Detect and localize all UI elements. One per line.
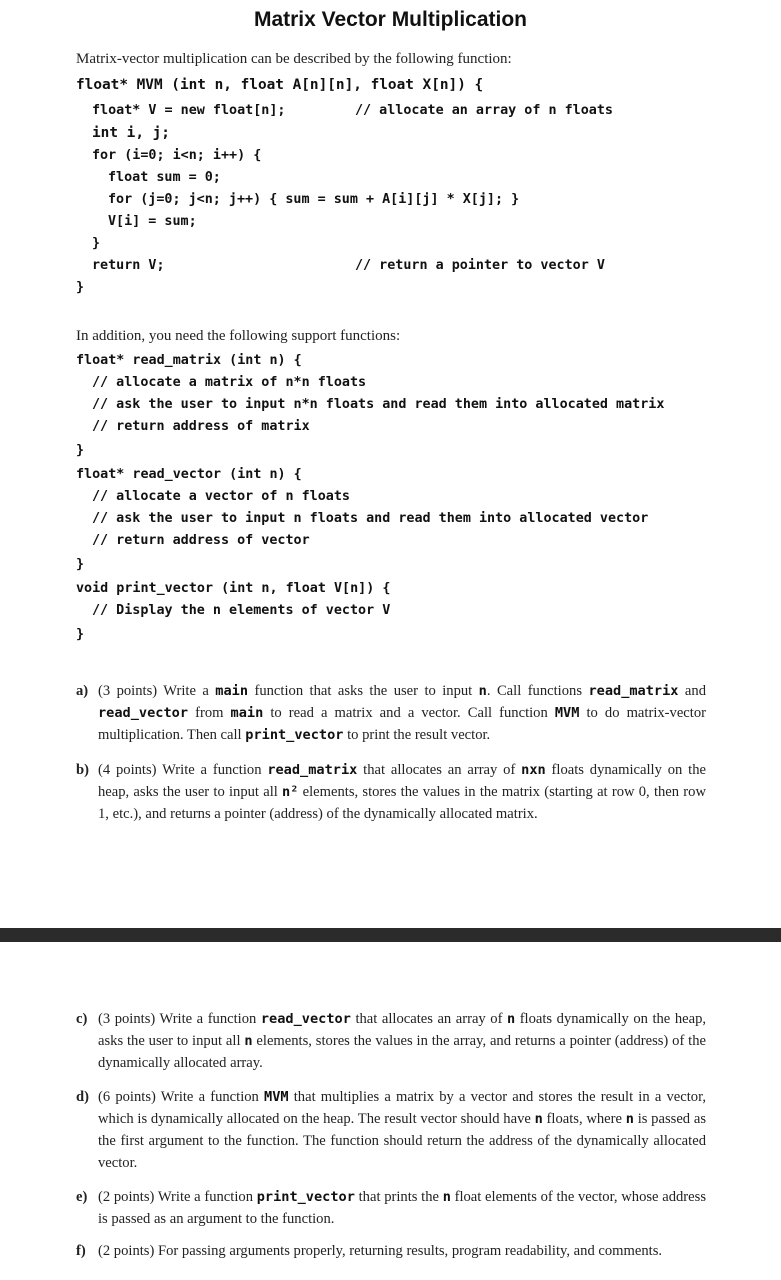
mvm-line-6: V[i] = sum; xyxy=(108,214,197,229)
mvm-close: } xyxy=(76,280,85,295)
mvm-line-1: float* V = new float[n]; xyxy=(92,103,286,118)
question-d-text: (6 points) Write a function MVM that multiplies a matrix by a vector and stores the result in a vector, which is dynamically allocated on the heap. The result vector should have n floats, where n is passed as the first argument to the function. The function should return the address of the dynamically allocated vector. xyxy=(98,1089,707,1171)
read-matrix-comment-2: // ask the user to input n*n floats and read them into allocated matrix xyxy=(92,397,665,412)
question-c-text: (3 points) Write a function read_vector that allocates an array of n floats dynamically on the heap, asks the user to input all n elements, stores the values in the array, and returns a pointer (address) of the dynamically allocated array. xyxy=(98,1011,707,1071)
question-b xyxy=(76,759,706,825)
page-bottom xyxy=(0,942,781,1280)
read-vector-comment-1: // allocate a vector of n floats xyxy=(92,489,350,504)
question-e xyxy=(76,1186,706,1230)
mvm-line-8-comment: // return a pointer to vector V xyxy=(355,258,605,273)
question-f-label: f) xyxy=(76,1243,86,1259)
print-vector-close: } xyxy=(76,627,85,642)
question-b-text: (4 points) Write a function read_matrix that allocates an array of nxn floats dynamically on the heap, asks the user to input all n² elements, stores the values in the matrix (starting at row 0, then row 1, etc.), and returns a pointer (address) of the dynamically allocated matrix. xyxy=(98,762,706,822)
read-vector-comment-2: // ask the user to input n floats and read them into allocated vector xyxy=(92,511,649,526)
question-c xyxy=(76,1008,706,1074)
read-vector-comment-3: // return address of vector xyxy=(92,533,310,548)
page-divider xyxy=(0,928,781,942)
question-b-label: b) xyxy=(76,762,89,778)
mvm-line-8: return V; xyxy=(92,258,165,273)
read-matrix-comment-3: // return address of matrix xyxy=(92,419,310,434)
intro-text: Matrix-vector multiplication can be described by the following function: xyxy=(76,51,512,67)
question-f-text: (2 points) For passing arguments properly, returning results, program readability, and comments. xyxy=(98,1243,663,1259)
question-d xyxy=(76,1086,706,1174)
question-a-label: a) xyxy=(76,683,89,699)
question-f xyxy=(76,1240,706,1262)
print-vector-comment-1: // Display the n elements of vector V xyxy=(92,603,391,618)
question-a xyxy=(76,680,706,746)
support-intro-text: In addition, you need the following support functions: xyxy=(76,328,401,344)
print-vector-signature: void print_vector (int n, float V[n]) { xyxy=(76,581,391,596)
page-title: Matrix Vector Multiplication xyxy=(253,8,528,31)
question-c-label: c) xyxy=(76,1011,88,1027)
mvm-signature: float* MVM (int n, float A[n][n], float X[n]) { xyxy=(76,77,484,93)
read-matrix-close: } xyxy=(76,443,85,458)
read-matrix-comment-1: // allocate a matrix of n*n floats xyxy=(92,375,367,390)
mvm-line-4: float sum = 0; xyxy=(108,170,221,185)
question-d-label: d) xyxy=(76,1089,89,1105)
mvm-line-3: for (i=0; i<n; i++) { xyxy=(92,148,262,163)
question-e-label: e) xyxy=(76,1189,88,1205)
read-matrix-signature: float* read_matrix (int n) { xyxy=(76,353,302,368)
mvm-line-5: for (j=0; j<n; j++) { sum = sum + A[i][j] * X[j]; } xyxy=(108,192,520,207)
mvm-line-7: } xyxy=(92,236,101,251)
question-a-text: (3 points) Write a main function that asks the user to input n. Call functions read_matrix and read_vector from main to read a matrix and a vector. Call function MVM to do matrix-vector multiplication. Then call print_vector to print the result vector. xyxy=(98,683,706,743)
question-e-text: (2 points) Write a function print_vector that prints the n float elements of the vector, whose address is passed as an argument to the function. xyxy=(98,1189,706,1227)
mvm-line-1-comment: // allocate an array of n floats xyxy=(355,103,613,118)
mvm-line-2: int i, j; xyxy=(92,125,170,141)
read-vector-signature: float* read_vector (int n) { xyxy=(76,467,302,482)
read-vector-close: } xyxy=(76,557,85,572)
